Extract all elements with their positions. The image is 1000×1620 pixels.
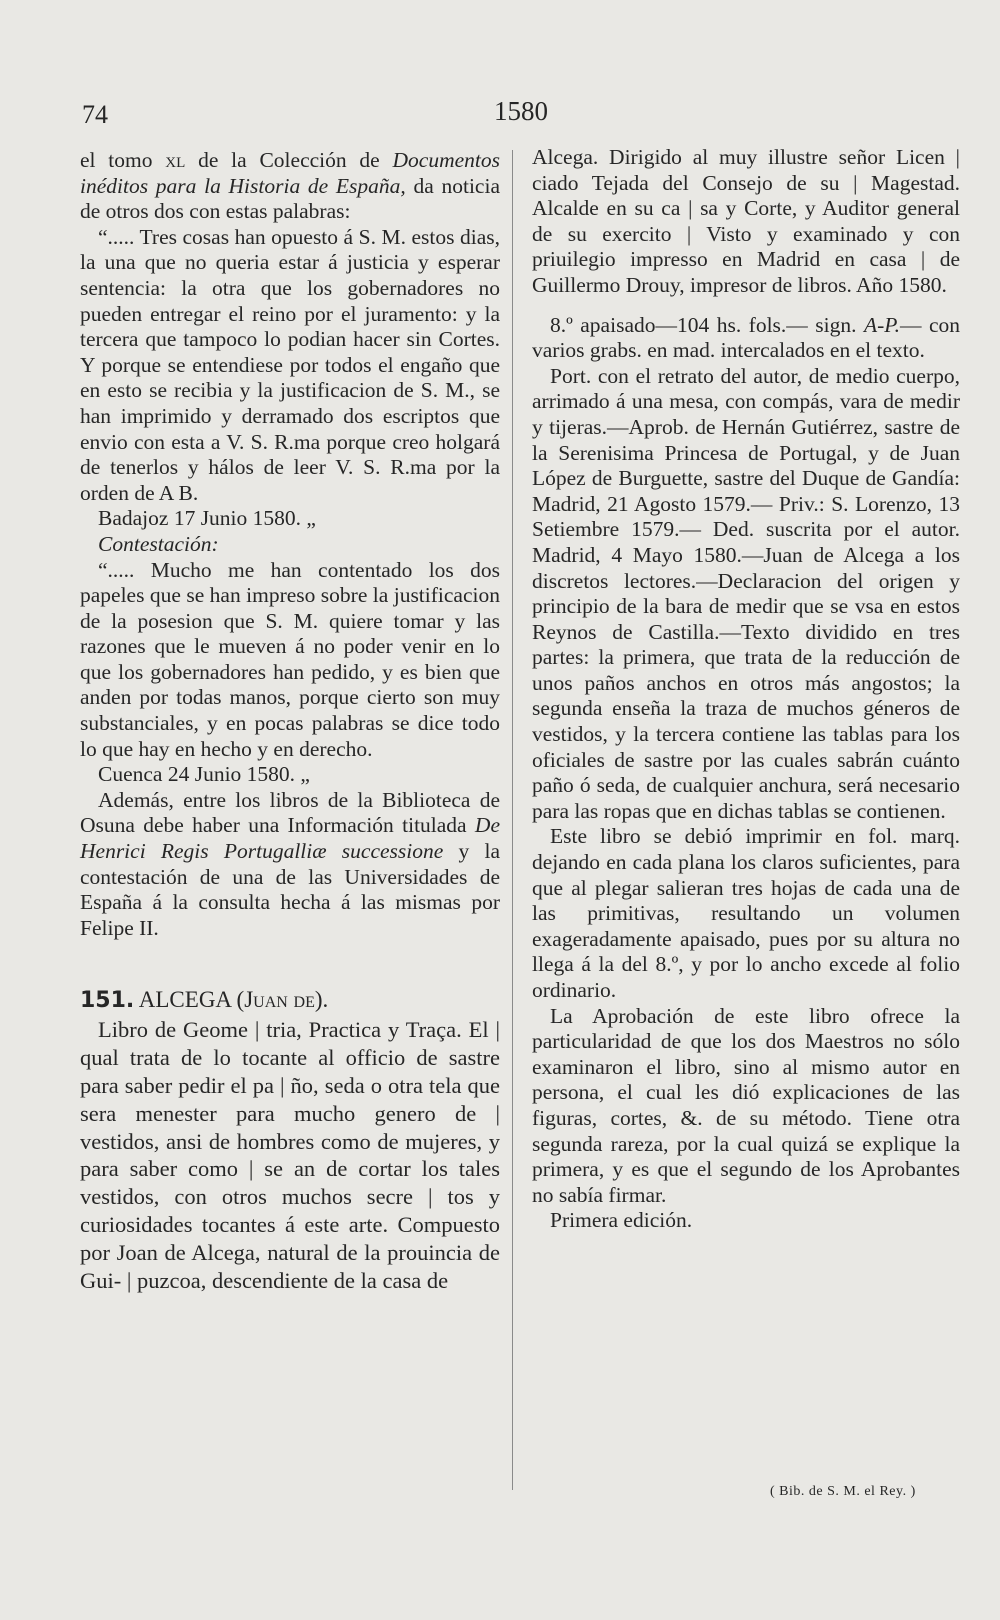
contestacion-heading: [80, 532, 500, 558]
ademas-text-2: y la contestación de una de las Universidades de España á la consulta hecha á las mismas por Felipe II.: [80, 839, 500, 940]
intro-text-3: da noticia de otros dos con estas palabras:: [80, 173, 500, 224]
format-description: [532, 313, 960, 364]
intro-text-2: de la Colección de: [185, 148, 393, 172]
right-gap: [532, 299, 960, 313]
page-number: 74: [82, 100, 108, 129]
book-title-continuation: Alcega. Dirigido al muy illustre señor Licen | ciado Tejada del Consejo de su | Magestad. Alcalde en su ca | sa y Corte, y Auditor general de su exercito | Visto y examinado y con priuilegio impresso en Madrid en casa | de Guillermo Drouy, impresor de libros. Año 1580.: [532, 145, 960, 297]
signature-range: A-P.: [863, 312, 900, 337]
running-head-year: 1580: [494, 96, 548, 126]
entry-author: ALCEGA (: [138, 987, 245, 1013]
format-text-2: — con varios grabs. en mad. intercalados en el texto.: [532, 312, 960, 363]
quote-letter-2: “..... Mucho me han contentado los dos papeles que se han impreso sobre la justificacion de la posesion que S. M. quiere tomar y las razones que le mueven á no poder venir en lo que los gobernadores han pedido, y es bien que anden por todas manos, porque cierto son muy substanciales, y en pocas palabras se dice todo lo que hay en hecho y en derecho.: [80, 557, 500, 761]
left-column: [80, 148, 500, 1294]
ademas-text-1: Además, entre los libros de la Biblioteca de Osuna debe haber una Información titulada: [80, 787, 500, 838]
contestacion-label: Contestación:: [98, 531, 219, 556]
date-badajoz: Badajoz 17 Junio 1580. „: [98, 506, 316, 531]
entry-heading: [80, 985, 500, 1016]
intro-text-1: el tomo: [80, 148, 166, 172]
date-cuenca: Cuenca 24 Junio 1580. „: [98, 762, 310, 787]
entry-author-close: ).: [314, 987, 329, 1013]
ademas-paragraph: [80, 788, 500, 942]
quote-letter-1: “..... Tres cosas han opuesto á S. M. estos dias, la una que no queria estar á justicia y esperar sentencia: la otra que los gobernadores no pueden entregar el reino por el juramento: y la tercera que tampoco lo podian hacer sin Cortes. Y porque se entendiese por todos el engaño que en esto se recibia y la justificacion de S. M., se han imprimido y derramado dos escriptos que envio con esta a V. S. R.ma porque creo holgará de tenerlos y hálos de leer V. S. R.ma por la orden de A B.: [80, 224, 500, 505]
book-title-transcription: Libro de Geome | tria, Practica y Traça. El | qual trata de lo tocante al officio de sastre para saber pedir el pa | ño, seda o otra tela que sera menester para mucho genero de | vestidos, ansi de hombres como de mujeres, y para saber como | se an de cortar los tales vestidos, con otros muchos secre | tos y curiosidades tocantes á este arte. Compuesto por Joan de Alcega, natural de la prouincia de Gui- | puzcoa, descendiente de la casa de: [80, 1017, 500, 1293]
note-este-libro: Este libro se debió imprimir en fol. marq. dejando en cada plana los claros suficientes, para que al plegar salieran tres hojas de cada una de las primitivas, resultando un volumen exageradamente apaisado, pues por su altura no llega á la del 8.º, y por lo ancho excede al folio ordinario.: [532, 824, 960, 1002]
informacion-title: De Henrici Regis Portugalliæ successione: [80, 813, 500, 864]
library-location: ( Bib. de S. M. el Rey. ): [770, 1484, 916, 1499]
edition-note: Primera edición.: [550, 1208, 693, 1233]
column-divider: [512, 150, 513, 1490]
entry-number: 151.: [80, 988, 135, 1014]
entry-author-forename: Juan de: [244, 987, 315, 1013]
portada-description: Port. con el retrato del autor, de medio cuerpo, arrimado á una mesa, con compás, vara de medir y tijeras.—Aprob. de Hernán Gutiérrez, sastre de la Serenisima Princesa de Portugal, y de Juan López de Burguette, sastre del Duque de Gandía: Madrid, 21 Agosto 1579.— Priv.: S. Lorenzo, 13 Setiembre 1579.— Ded. suscrita por el autor. Madrid, 4 Mayo 1580.—Juan de Alcega a los discretos lectores.—Declaracion del origen y principio de la bara de medir que se vsa en estos Reynos de Castilla.—Texto dividido en tres partes: la primera, que trata de la reducción de unos paños anchos en otros más angostos; la segunda enseña la traza de muchos géneros de vestidos, y la tercera contiene las tablas para los oficiales de sastre por las cuales sabrán cuánto paño ó seda, de cualquier anchura, será necesario para las ropas que en dichas tablas se contienen.: [532, 363, 960, 823]
section-gap: [80, 941, 500, 985]
intro-paragraph: [80, 148, 500, 225]
format-text-1: 8.º apaisado—104 hs. fols.— sign.: [550, 312, 864, 337]
right-column: [532, 145, 960, 1234]
collection-title: Documentos inéditos para la Historia de España,: [80, 148, 500, 198]
note-aprobacion: La Aprobación de este libro ofrece la particularidad de que los dos Maestros no sólo examinaron el libro, sino al mismo autor en persona, el cual les dió explicaciones de las figuras, cortes, &. de su método. Tiene otra segunda rareza, por la cual quizá se explique la primera, y es que el segundo de los Aprobantes no sabía firmar.: [532, 1003, 960, 1207]
volume-numeral: xl: [165, 148, 186, 172]
